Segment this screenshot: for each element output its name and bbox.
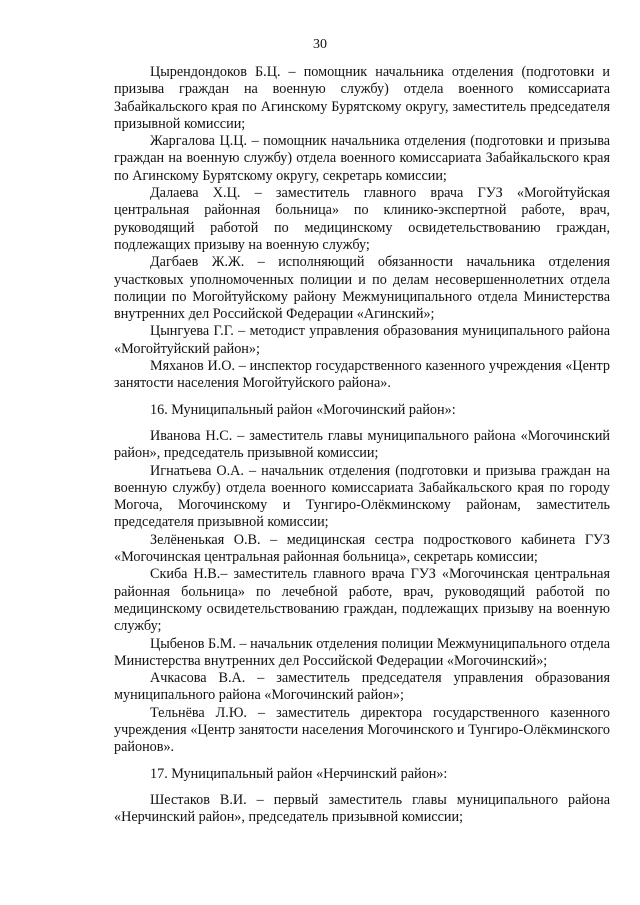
paragraph-skiba: Скиба Н.В.– заместитель главного врача ГУЗ «Могочинская центральная районная больница» по лечебной работе, врач, руководящий работой по медицинскому освидетельствованию граждан, подлежащих призыву на военную службу; (114, 566, 610, 635)
paragraph-dagbaev: Дагбаев Ж.Ж. – исполняющий обязанности начальника отделения участковых уполномоченных полиции и по делам несовершеннолетних отдела полиции по Могойтуйскому району Межмуниципального отдела Министерства внутренних дел Российской Федерации «Агинский»; (114, 254, 610, 323)
paragraph-ivanova: Иванова Н.С. – заместитель главы муниципального района «Могочинский район», председатель призывной комиссии; (114, 427, 610, 462)
section-heading-16: 16. Муниципальный район «Могочинский район»: (150, 401, 456, 418)
document-body (114, 64, 610, 826)
paragraph-achkasova: Ачкасова В.А. – заместитель председателя управления образования муниципального района «Могочинский район»; (114, 670, 610, 704)
paragraph-zhargalova: Жаргалова Ц.Ц. – помощник начальника отделения (подготовки и призыва граждан на военную службу) отдела военного комиссариата Забайкальского края по Агинскому Бурятскому округу, секретарь комиссии; (114, 133, 610, 184)
paragraph-zelenenkaya: Зелёненькая О.В. – медицинская сестра подросткового кабинета ГУЗ «Могочинская центральная районная больница», секретарь комиссии; (114, 531, 610, 566)
paragraph-tsyrendondokov: Цырендондоков Б.Ц. – помощник начальника отделения (подготовки и призыва граждан на военную службу) отдела военного комиссариата Забайкальского края по Агинскому Бурятскому округу, заместитель председателя призывной комиссии; (114, 64, 610, 132)
paragraph-tsybenov: Цыбенов Б.М. – начальник отделения полиции Межмуниципального отдела Министерства внутренних дел Российской Федерации «Могочинский»; (114, 635, 610, 669)
page-number: 30 (313, 37, 327, 52)
paragraph-dalaeva: Далаева Х.Ц. – заместитель главного врача ГУЗ «Могойтуйская центральная районная больница» по клинико-экспертной работе, врач, руководящий работой по медицинскому освидетельствованию граждан, подлежащих призыву на военную службу; (114, 185, 610, 253)
section-heading-17: 17. Муниципальный район «Нерчинский район»: (150, 765, 448, 782)
paragraph-tsynguyeva: Цынгуева Г.Г. – методист управления образования муниципального района «Могойтуйский район»; (114, 323, 610, 357)
paragraph-myakhanov: Мяханов И.О. – инспектор государственного казенного учреждения «Центр занятости населения Могойтуйского района». (114, 358, 610, 392)
paragraph-ignatyeva: Игнатьева О.А. – начальник отделения (подготовки и призыва граждан на военную службу) отдела военного комиссариата Забайкальского края по городу Могоча, Могочинскому и Тунгиро-Олёкминскому районам, заместитель председателя призывной комиссии; (114, 462, 610, 531)
paragraph-telneva: Тельнёва Л.Ю. – заместитель директора государственного казенного учреждения «Центр занятости населения Могочинского и Тунгиро-Олёкминского районов». (114, 704, 610, 756)
paragraph-shestakov: Шестаков В.И. – первый заместитель главы муниципального района «Нерчинский район», председатель призывной комиссии; (114, 791, 610, 826)
